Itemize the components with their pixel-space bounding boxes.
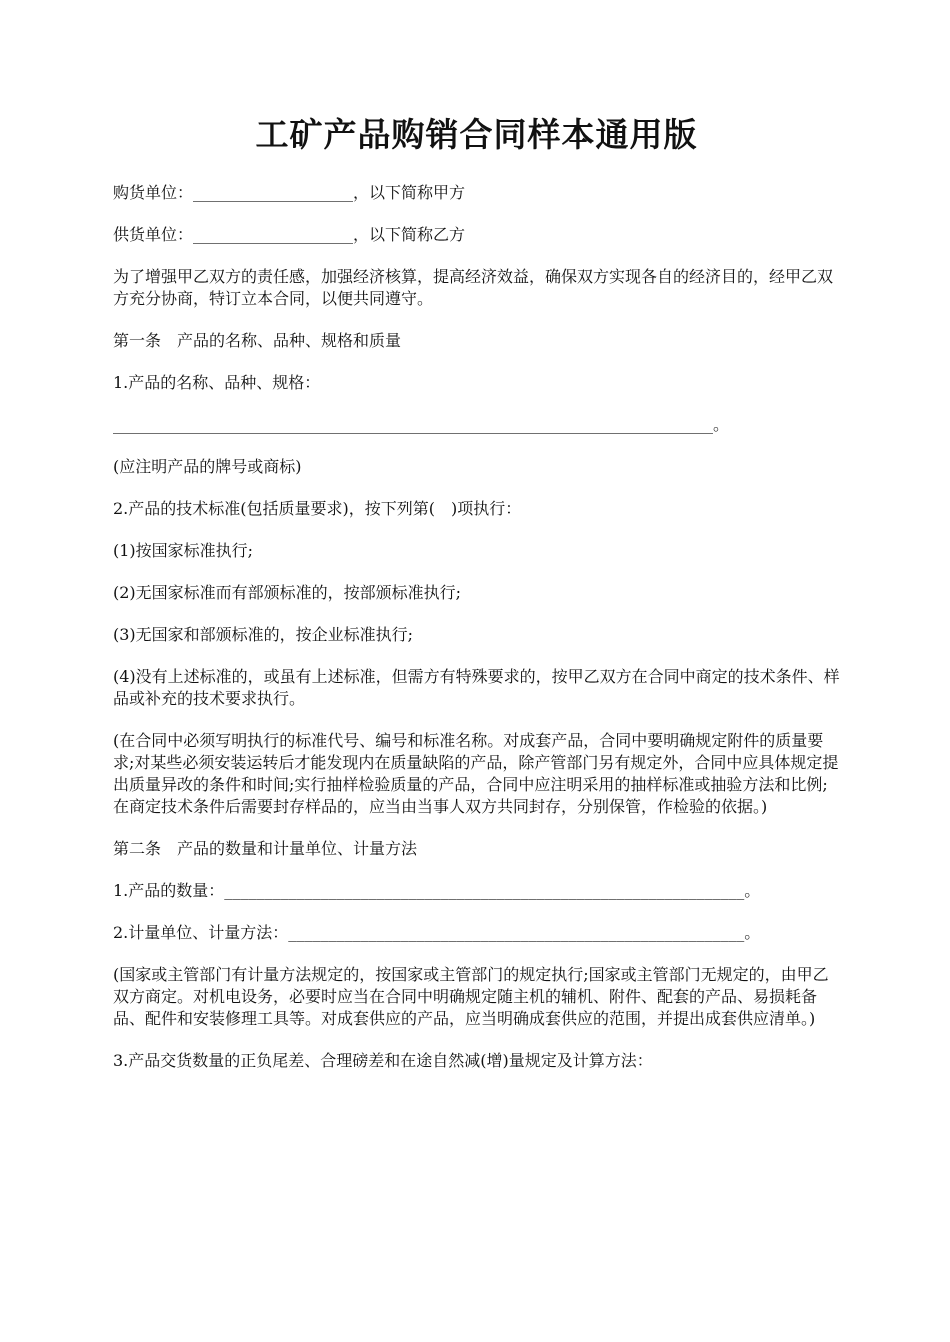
article-1-note-2: (在合同中必须写明执行的标准代号、编号和标准名称。对成套产品，合同中要明确规定附件的质量要求;对某些必须安装运转后才能发现内在质量缺陷的产品，除产管部门另有规定外，合同中应具体规定提出质量异改的条件和时间;实行抽样检验质量的产品，合同中应注明采用的抽样标准或抽验方法和比例;在商定技术条件后需要封存样品的，应当由当事人双方共同封存，分别保管，作检验的依据。) bbox=[113, 731, 839, 816]
article-1-item-1: 1.产品的名称、品种、规格： bbox=[113, 373, 321, 392]
standard-option-2: (2)无国家标准而有部颁标准的，按部颁标准执行; bbox=[113, 583, 462, 602]
article-1-heading: 第一条 产品的名称、品种、规格和质量 bbox=[113, 331, 402, 350]
article-2-heading: 第二条 产品的数量和计量单位、计量方法 bbox=[113, 839, 418, 858]
article-2-item-1: 1.产品的数量：_________________________________________________________________。 bbox=[113, 881, 761, 900]
article-1-item-2: 2.产品的技术标准(包括质量要求)，按下列第( )项执行： bbox=[113, 499, 522, 518]
article-2-note: (国家或主管部门有计量方法规定的，按国家或主管部门的规定执行;国家或主管部门无规定的，由甲乙双方商定。对机电设务，必要时应当在合同中明确规定随主机的辅机、附件、配套的产品、易损耗备品、配件和安装修理工具等。对成套供应的产品，应当明确成套供应的范围，并提出成套供应清单。) bbox=[113, 965, 829, 1028]
article-2-item-2: 2.计量单位、计量方法：_________________________________________________________。 bbox=[113, 923, 761, 942]
standard-option-3: (3)无国家和部颁标准的，按企业标准执行; bbox=[113, 625, 414, 644]
article-1-note-1: (应注明产品的牌号或商标) bbox=[113, 457, 302, 476]
document-title: 工矿产品购销合同样本通用版 bbox=[255, 115, 698, 154]
intro-paragraph: 为了增强甲乙双方的责任感，加强经济核算，提高经济效益，确保双方实现各自的经济目的，经甲乙双方充分协商，特订立本合同，以便共同遵守。 bbox=[113, 267, 834, 308]
buyer-line: 购货单位：____________________，以下简称甲方 bbox=[113, 183, 466, 202]
document-page bbox=[0, 112, 950, 1342]
standard-option-1: (1)按国家标准执行; bbox=[113, 541, 254, 560]
seller-line: 供货单位：____________________，以下简称乙方 bbox=[113, 225, 466, 244]
article-2-item-3: 3.产品交货数量的正负尾差、合理磅差和在途自然减(增)量规定及计算方法： bbox=[113, 1051, 653, 1070]
product-name-blank-line: ___________________________________________________________________________。 bbox=[113, 415, 729, 434]
standard-option-4: (4)没有上述标准的，或虽有上述标准，但需方有特殊要求的，按甲乙双方在合同中商定的技术条件、样品或补充的技术要求执行。 bbox=[113, 667, 840, 708]
